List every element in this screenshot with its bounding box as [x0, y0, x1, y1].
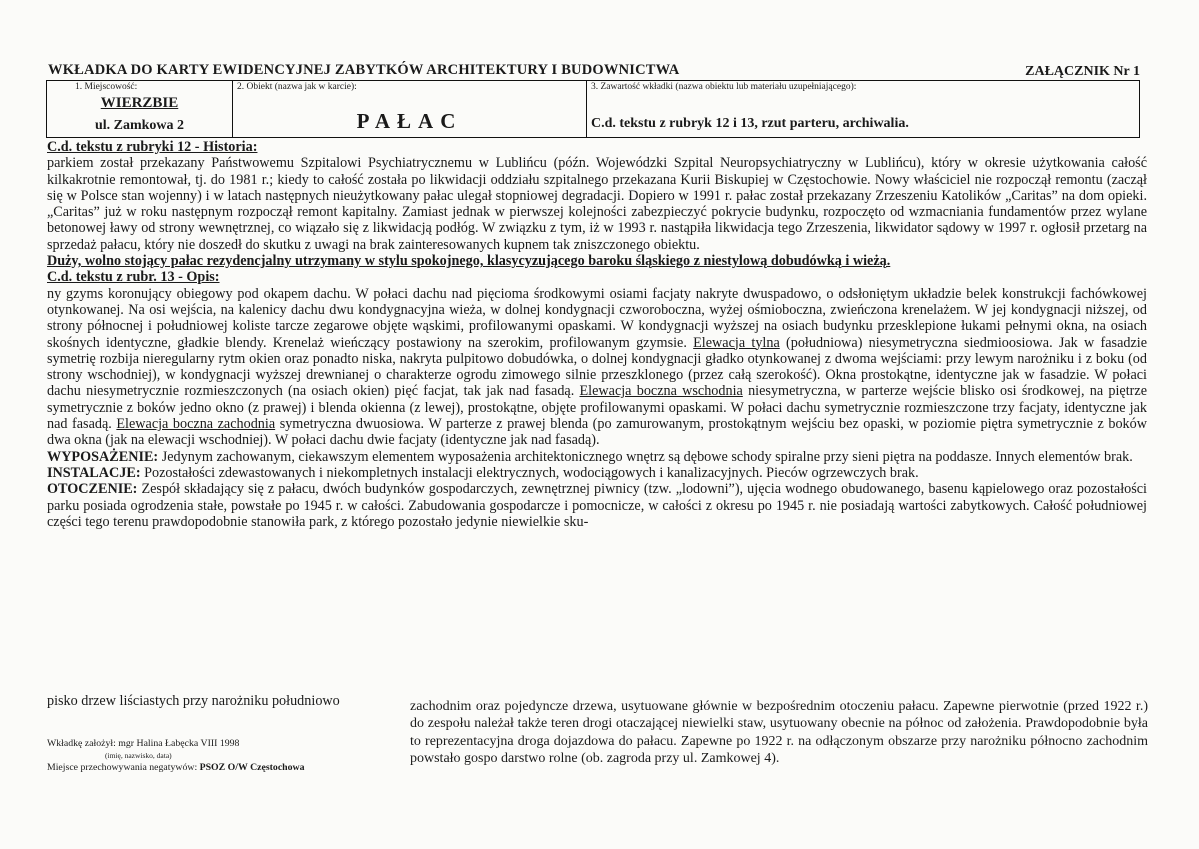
location-label: 1. Miejscowość:	[75, 82, 138, 92]
body-text	[47, 139, 1147, 530]
installations-label: INSTALACJE:	[47, 464, 141, 481]
info-box	[46, 80, 1140, 138]
object-cell	[233, 81, 587, 137]
storage-line	[47, 762, 397, 774]
content-label: 3. Zawartość wkładki (nazwa obiektu lub materiału uzupełniającego):	[591, 82, 857, 92]
metadata-block	[47, 738, 397, 774]
object-name: PAŁAC	[356, 109, 463, 133]
description-paragraph	[47, 286, 1147, 449]
storage-label: Miejsce przechowywania negatywów:	[47, 762, 198, 773]
equipment-label: WYPOSAŻENIE:	[47, 448, 159, 465]
place-name: WIERZBIE	[100, 95, 179, 111]
installations-paragraph	[47, 465, 1147, 481]
location-cell	[47, 81, 233, 137]
author-line: Wkładkę założył: mgr Halina Łabęcka VIII 1998	[47, 738, 240, 749]
west-elevation-label: Elewacja boczna zachodnia	[116, 416, 276, 433]
history-heading: C.d. tekstu z rubryki 12 - Historia:	[47, 139, 258, 155]
surroundings-text: Zespół składający się z pałacu, dwóch budynków gospodarczych, zewnętrznej piwnicy (tzw. „lodowni”), ujęcia wodnego obudowanego, basenu kąpielowego oraz pozostałości parku posiada ogrodzenia stałe, powstałe po 1945 r. w całości. Zabudowania gospodarcze i pomocnicze, w całości z okresu po 1945 r. nie posiadają wartości zabytkowych. Całość południowej części tego terenu prawdopodobnie stanowiła park, z którego pozostało jedynie niewielkie sku-	[47, 481, 1147, 530]
description-part-3: niesymetryczna, w parterze wejście blisko osi środkowej, na piętrze symetrycznie z boków jedno okno (z prawej) i blenda okienna (z lewej), prostokątne, objęte profilowanymi opaskami. W połaci dachu symetrycznie rozmieszczone trzy facjaty, identyczne jak nad fasadą.	[47, 383, 1147, 433]
content-cell	[587, 81, 1139, 137]
document-header	[48, 62, 1148, 82]
east-elevation-label: Elewacja boczna wschodnia	[579, 383, 743, 400]
description-part-2: (południowa) niesymetryczna siedmioosiowa. Jak w fasadzie symetrię rozbija nieregularny rytm okien oraz ponadto niska, nakryta pulpitowo dobudówka, o dolnej kondygnacji gładko otynkowanej z dwoma wejściami: przy lewym narożniku i z boku (od strony wschodniej), w kondygnacji wyższej drewnianej o charakterze ogrodu zimowego silnie przeszklonego (przez całą szerokość). Okna prostokątne, identyczne jak w fasadzie. W połaci dachu niesymetrycznie rozmieszczonych (na osiach okien) pięć facjat, tak jak nad fasadą.	[47, 334, 1147, 400]
equipment-paragraph	[47, 449, 1147, 465]
description-heading: C.d. tekstu z rubr. 13 - Opis:	[47, 269, 220, 286]
description-part-4: symetryczna dwuosiowa. W parterze z prawej blenda (po zamurowanym, prostokątnym wejściu bez opaski, w poziomie piętra symetrycznie z boków dwa okna (jak na elewacji wschodniej). W połaci dachu dwie facjaty (identyczne jak nad fasadą).	[47, 416, 1147, 449]
equipment-text: Jedynym zachowanym, ciekawszym elementem wyposażenia architektonicznego wnętrz są dębowe schody spiralne przy sieni piętra na poddasze. Innych elementów brak.	[158, 448, 1133, 465]
place-street: ul. Zamkowa 2	[94, 118, 185, 133]
summary-line: Duży, wolno stojący pałac rezydencjalny utrzymany w stylu spokojnego, klasycyzującego baroku śląskiego z niestylową dobudówką i wieżą.	[47, 253, 891, 270]
content-description: C.d. tekstu z rubryk 12 i 13, rzut parteru, archiwalia.	[591, 116, 909, 131]
author-sublabel: (imię, nazwisko, data)	[105, 751, 172, 760]
installations-text: Pozostałości zdewastowanych i niekompletnych instalacji elektrycznych, wodociągowych i kanalizacyjnych. Pieców ogrzewczych brak.	[140, 464, 919, 481]
description-part-1: ny gzyms koronujący obiegowy pod okapem dachu. W połaci dachu nad pięcioma środkowymi osiami facjaty nakryte dwuspadowo, o odsłoniętym układzie belek konstrukcji fachówkowej otynkowanej. Na osi wejścia, na kalenicy dachu dwu kondygnacyjna wieża, w dolnej kondygnacji czworoboczna, wyżej ośmioboczna, zwieńczona krenelażem. W jej kondygnacji niższej, od strony północnej i południowej koliste tarcze zegarowe objęte wąskimi, profilowanymi opaskami. W kondygnacji wyższej na osiach budynku przesklepione łukami pełnymi okna, na osiach skośnych identyczne, gładkie blendy. Krenelaż wieńczący postawiony na szerokim, profilowanym gzymsie.	[47, 285, 1147, 351]
document-title: WKŁADKA DO KARTY EWIDENCYJNEJ ZABYTKÓW ARCHITEKTURY I BUDOWNICTWA	[48, 62, 680, 78]
storage-value: PSOZ O/W Częstochowa	[199, 762, 305, 773]
surroundings-continuation-right: zachodnim oraz pojedyncze drzewa, usytuowane głównie w bezpośrednim otoczeniu pałacu. Zapewne pierwotnie (przed 1922 r.) do zespołu należał także teren drogi otaczającej niewielki staw, usytuowany obecnie na północ od założenia. Prawdopodobnie była to reprezentacyjna droga dojazdowa do pałacu. Zapewne po 1922 r. na odłączonym obszarze przy narożniku północno zachodnim powstało gospo darstwo rolne (ob. zagroda przy ul. Zamkowej 4).	[410, 699, 1148, 767]
history-text: parkiem został przekazany Państwowemu Szpitalowi Psychiatrycznemu w Lublińcu (późn. Wojewódzki Szpital Neuropsychiatryczny w Lublińcu), który w okresie użytkowania całość kilkakrotnie remontował, tj. do 1981 r.; kiedy to całość została po likwidacji oddziału szpitalnego przekazana Kurii Biskupiej w Częstochowie. Nowy właściciel nie rozpoczął remontu (zaczął się w Polsce stan wojenny) i w latach następnych nieużytkowany pałac ulegał stopniowej degradacji. Dopiero w 1991 r. pałac został przekazany Zrzeszeniu Katolików „Caritas” na dom opieki. „Caritas” już w roku następnym rozpoczął remont kapitalny. Zamiast jednak w pierwszej kolejności zabezpieczyć pokrycie budynku, rozpoczęto od wzmacniania fundamentów przez wylane betonowej ławy od strony wewnętrznej, co wiązało się z likwidacją podłóg. W związku z tym, iż w 1993 r. nastąpiła likwidacja tego Zrzeszenia, likwidator sądowy w 1997 r. ogłosił przetarg na sprzedaż pałacu, który nie doszedł do skutku z uwagi na brak zainteresowanych kupnem tak zniszczonego obiektu.	[47, 155, 1147, 253]
rear-elevation-label: Elewacja tylna	[693, 334, 780, 351]
annex-number: ZAŁĄCZNIK Nr 1	[1025, 64, 1140, 79]
object-label: 2. Obiekt (nazwa jak w karcie):	[237, 82, 357, 92]
surroundings-label: OTOCZENIE:	[47, 481, 138, 498]
surroundings-continuation-left: pisko drzew liściastych przy narożniku południowo	[47, 693, 340, 709]
surroundings-paragraph	[47, 481, 1147, 530]
